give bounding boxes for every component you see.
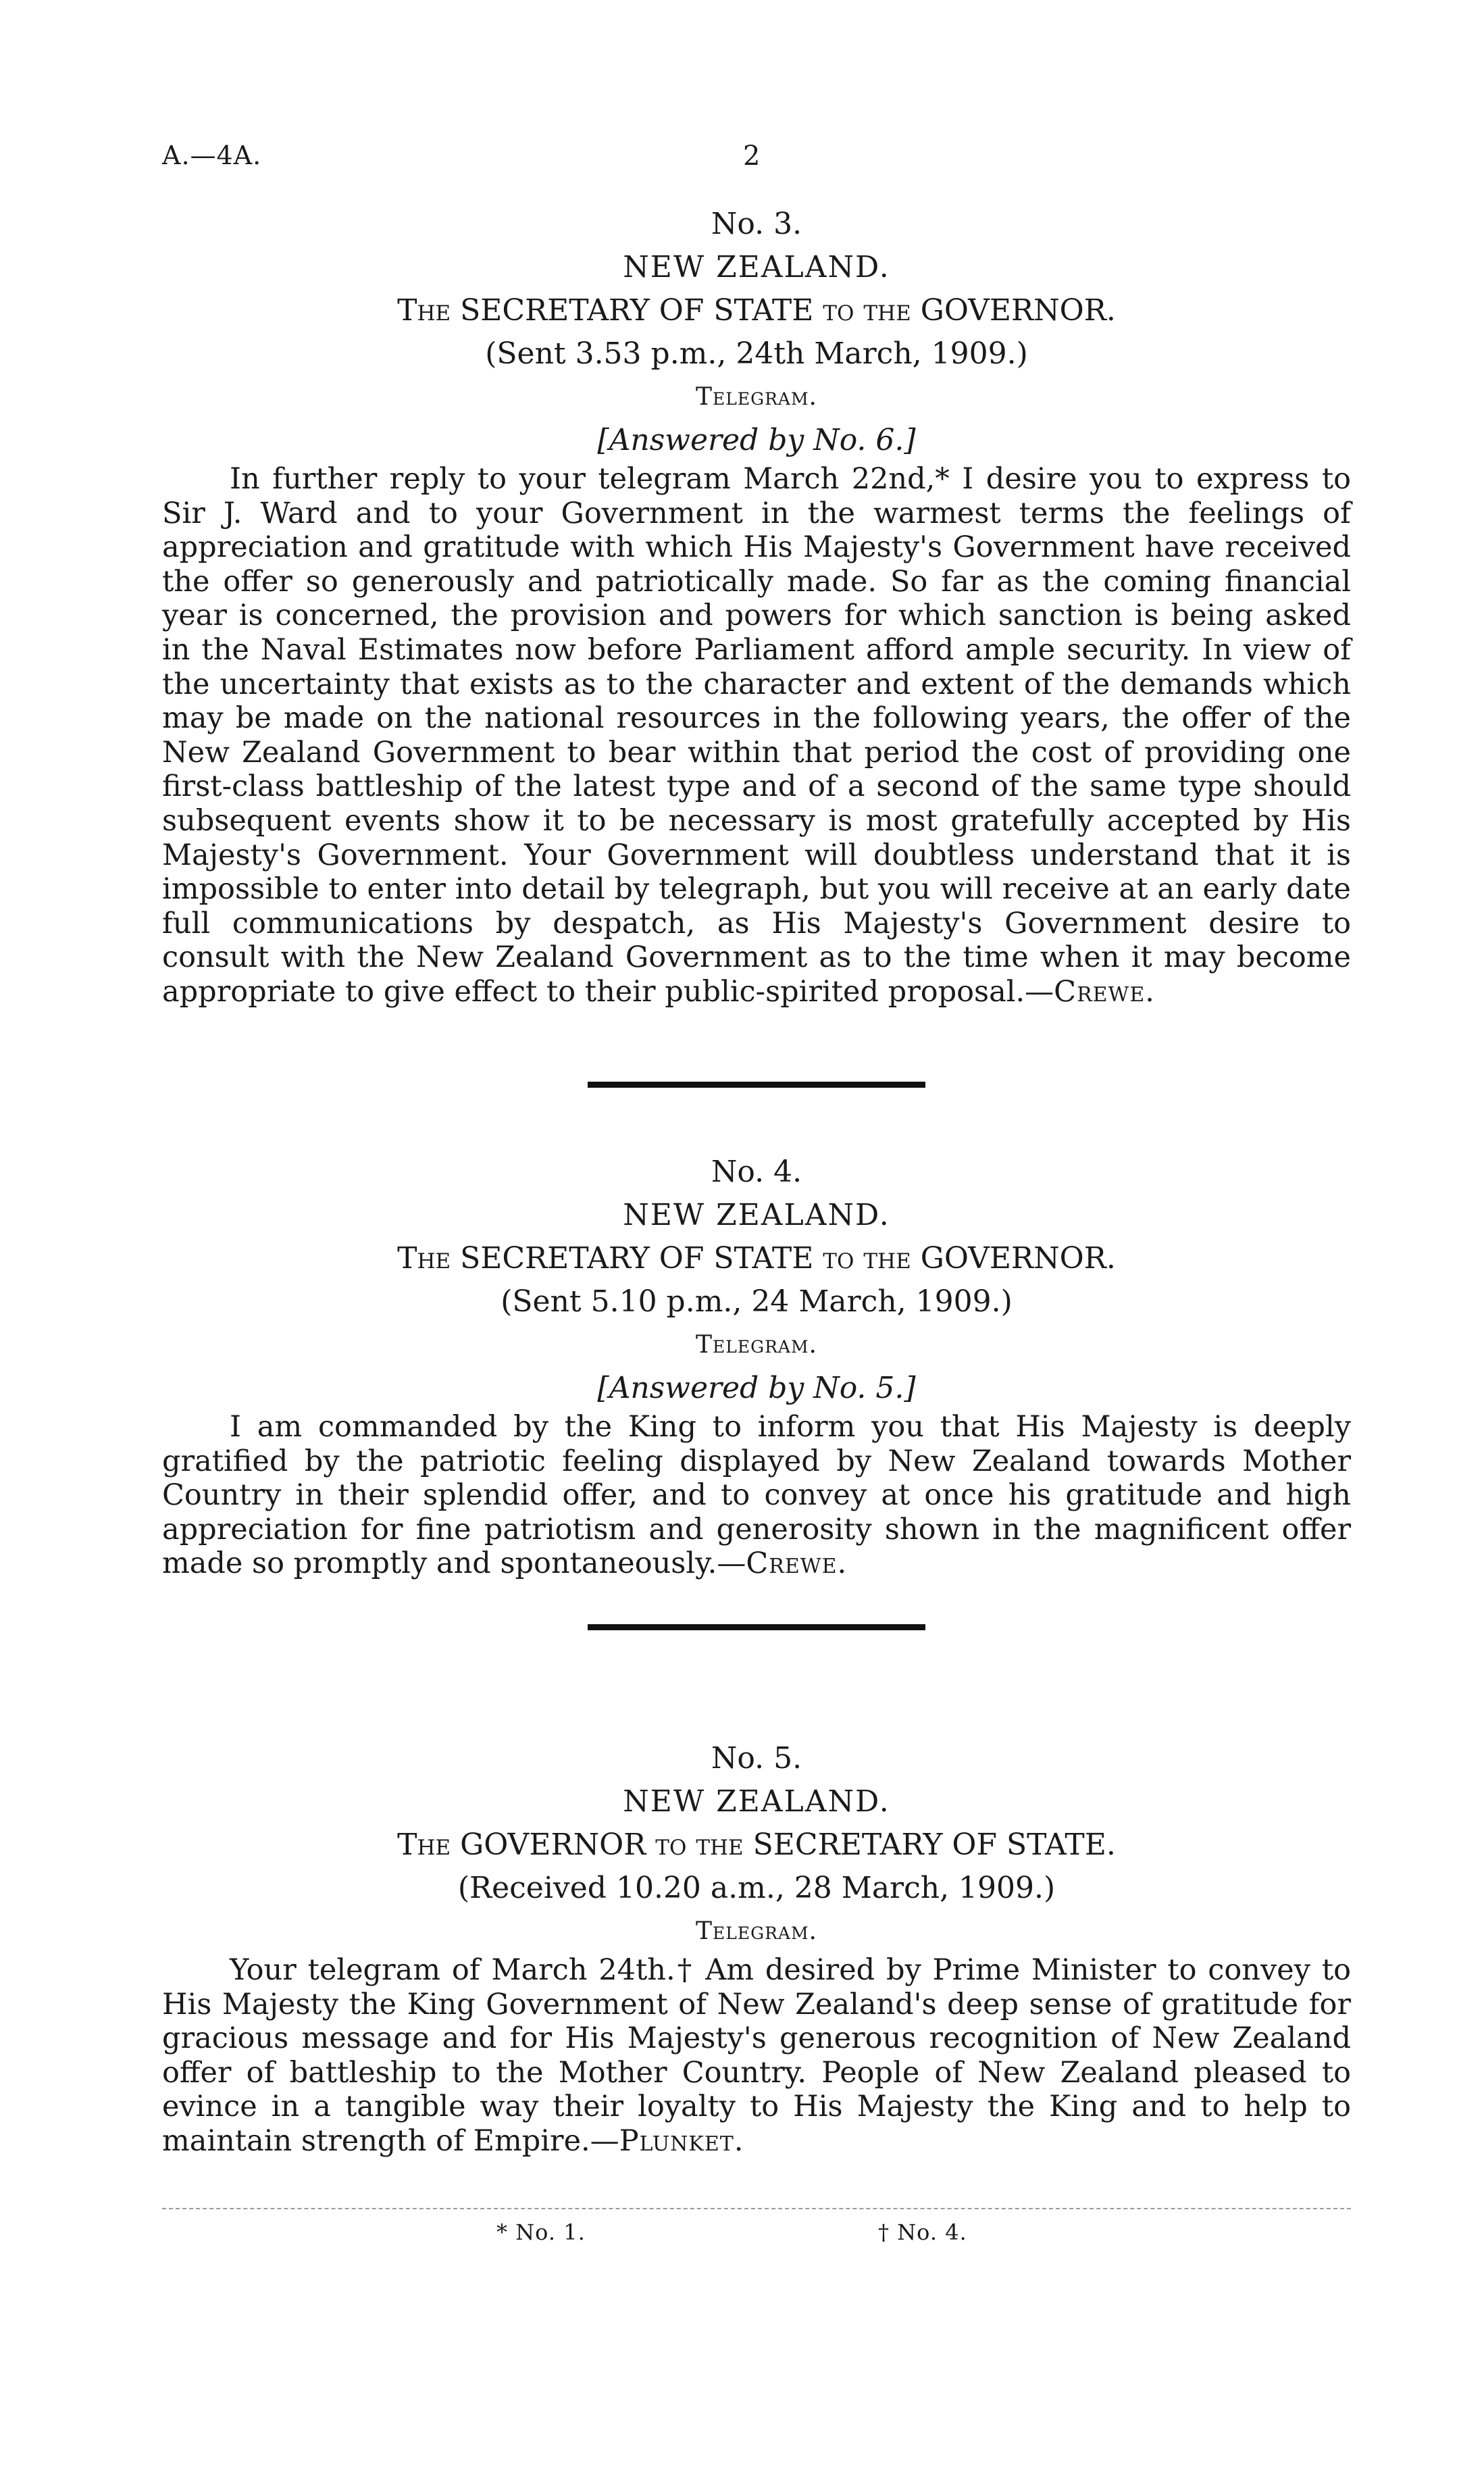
telegram-route: The SECRETARY OF STATE to the GOVERNOR. [397, 293, 1116, 328]
document-reference: A.—4A. [162, 141, 262, 170]
telegram-answered: [Answered by No. 6.] [597, 423, 916, 457]
telegram-body-text: Your telegram of March 24th.† Am desired by Prime Minister to convey to His Majesty the King Government of New Zealand's deep sense of gratitude for gracious message and for His Majesty's generous recognition of New Zealand offer of battleship to the Mother Country. People of New Zealand pleased to evince in a tangible way their loyalty to His Majesty the King and to help to maintain strength of Empire.— [162, 1953, 1351, 2158]
section-divider [588, 1082, 925, 1088]
telegram-sent: (Sent 3.53 p.m., 24th March, 1909.) [485, 336, 1028, 371]
telegram-body [162, 462, 1351, 1009]
signature: Crewe. [1054, 974, 1155, 1009]
footnote-1: * No. 1. [496, 2219, 586, 2245]
telegram-body-text: In further reply to your telegram March 22nd,* I desire you to express to Sir J. Ward and to your Government in the warmest terms the feelings of appreciation and gratitude with which His Majesty's Government have received the offer so generously and patriotically made. So far as the coming financial year is concerned, the provision and powers for which sanction is being asked in the Naval Estimates now before Parliament afford ample security. In view of the uncertainty that exists as to the character and extent of the demands which may be made on the national resources in the following years, the offer of the New Zealand Government to bear within that period the cost of providing one first-class battleship of the latest type and of a second of the same type should subsequent events show it to be necessary is most gratefully accepted by His Majesty's Government. Your Government will doubtless understand that it is impossible to enter into detail by telegraph, but you will receive at an early date full communications by despatch, as His Majesty's Government desire to consult with the New Zealand Government as to the time when it may become appropriate to give effect to their public-spirited proposal.— [162, 462, 1351, 1009]
telegram-sent: (Received 10.20 a.m., 28 March, 1909.) [457, 1871, 1056, 1905]
telegram-body-text: I am commanded by the King to inform you that His Majesty is deeply gratified by the patriotic feeling displayed by New Zealand towards Mother Country in their splendid offer, and to convey at once his gratitude and high appreciation for fine patriotism and generosity shown in the magnificent offer made so promptly and spontaneously.— [162, 1410, 1351, 1581]
telegram-no-4 [162, 1151, 1351, 1581]
telegram-answered: [Answered by No. 5.] [597, 1371, 916, 1405]
telegram-sent: (Sent 5.10 p.m., 24 March, 1909.) [501, 1284, 1013, 1319]
signature: Plunket. [619, 2123, 744, 2158]
telegram-number: No. 4. [711, 1155, 802, 1189]
telegram-no-3 [162, 203, 1351, 1009]
footnote-divider [162, 2208, 1351, 2209]
telegram-route: The GOVERNOR to the SECRETARY OF STATE. [397, 1828, 1116, 1862]
telegram-route: The SECRETARY OF STATE to the GOVERNOR. [397, 1241, 1116, 1276]
telegram-label: Telegram. [695, 1331, 817, 1359]
telegram-label: Telegram. [695, 1917, 817, 1945]
telegram-no-5 [162, 1737, 1351, 2159]
telegram-country: NEW ZEALAND. [623, 1198, 890, 1232]
signature: Crewe. [746, 1546, 848, 1581]
section-divider [588, 1624, 925, 1630]
telegram-country: NEW ZEALAND. [623, 250, 890, 284]
telegram-body [162, 1410, 1351, 1581]
telegram-body [162, 1953, 1351, 2159]
telegram-country: NEW ZEALAND. [623, 1784, 890, 1819]
footnote-2: † No. 4. [878, 2219, 967, 2245]
telegram-number: No. 3. [711, 207, 802, 241]
page-number: 2 [743, 141, 761, 172]
telegram-number: No. 5. [711, 1741, 802, 1776]
telegram-label: Telegram. [695, 383, 817, 411]
